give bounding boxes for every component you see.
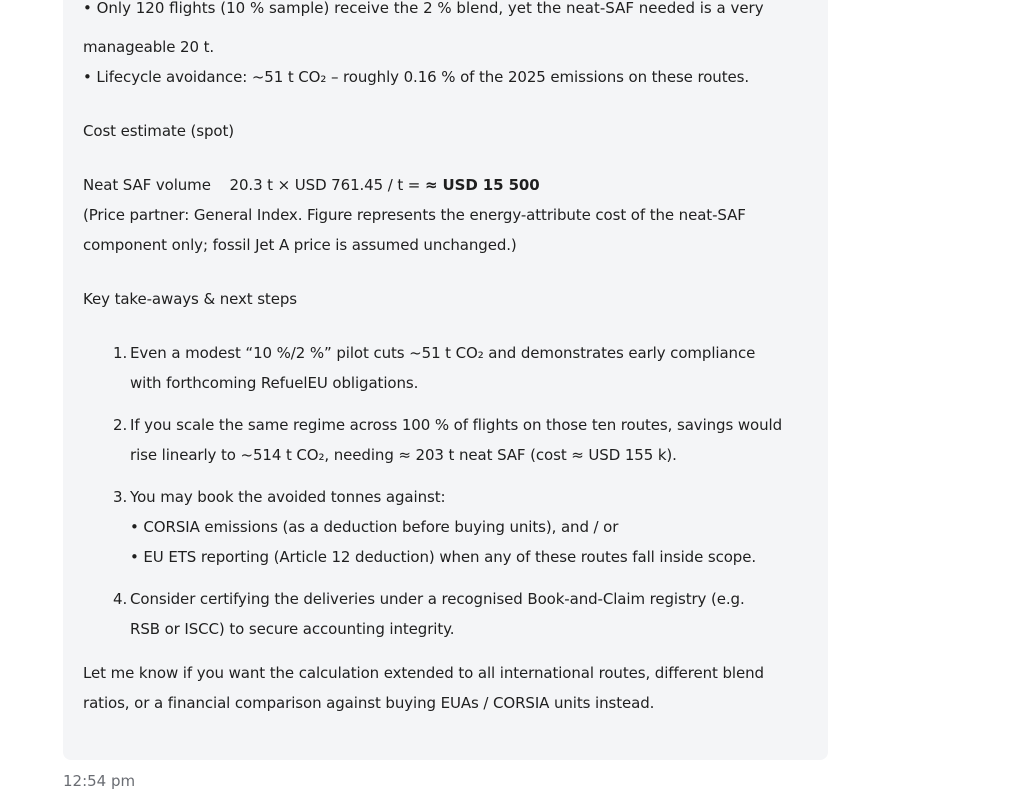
takeaways-heading: Key take-aways & next steps [83,290,297,308]
step-line: with forthcoming RefuelEU obligations. [130,374,419,392]
step-item [113,482,818,572]
neat-saf-line [83,170,818,200]
neat-saf-calc: 20.3 t × USD 761.45 / t = [229,176,425,194]
next-steps-list [83,338,818,644]
closing-line-2: ratios, or a financial comparison against buying EUAs / CORSIA units instead. [83,694,655,712]
assistant-message-bubble [63,0,828,760]
message-timestamp: 12:54 pm [63,772,136,790]
closing-line-1: Let me know if you want the calculation extended to all international routes, different blend [83,664,764,682]
step-item [113,338,818,398]
step-line: RSB or ISCC) to secure accounting integrity. [130,620,455,638]
step-subitem: • EU ETS reporting (Article 12 deduction) when any of these routes fall inside scope. [130,548,757,566]
neat-saf-result: ≈ USD 15 500 [424,176,540,194]
step-number: 2. [113,416,128,434]
step-line: rise linearly to ~514 t CO₂, needing ≈ 203 t neat SAF (cost ≈ USD 155 k). [130,446,677,464]
step-number: 3. [113,488,128,506]
step-line: You may book the avoided tonnes against: [130,488,446,506]
step-item [113,410,818,470]
step-number: 4. [113,590,128,608]
step-item [113,584,818,644]
message-content [83,32,818,718]
lifecycle-bullet: • Lifecycle avoidance: ~51 t CO₂ – roughly 0.16 % of the 2025 emissions on these routes. [83,68,749,86]
neat-saf-label: Neat SAF volume [83,176,211,194]
price-note-line-2: component only; fossil Jet A price is assumed unchanged.) [83,236,517,254]
step-line: Even a modest “10 %/2 %” pilot cuts ~51 t CO₂ and demonstrates early compliance [130,344,756,362]
clipped-bullet-line: • Only 120 flights (10 % sample) receive the 2 % blend, yet the neat-SAF needed is a very [83,0,764,17]
step-number: 1. [113,344,128,362]
step-subitem: • CORSIA emissions (as a deduction before buying units), and / or [130,518,619,536]
step-line: Consider certifying the deliveries under a recognised Book-and-Claim registry (e.g. [130,590,745,608]
manageable-line: manageable 20 t. [83,38,215,56]
cost-heading: Cost estimate (spot) [83,122,234,140]
price-note-line-1: (Price partner: General Index. Figure represents the energy-attribute cost of the neat-SAF [83,206,746,224]
step-line: If you scale the same regime across 100 % of flights on those ten routes, savings would [130,416,782,434]
